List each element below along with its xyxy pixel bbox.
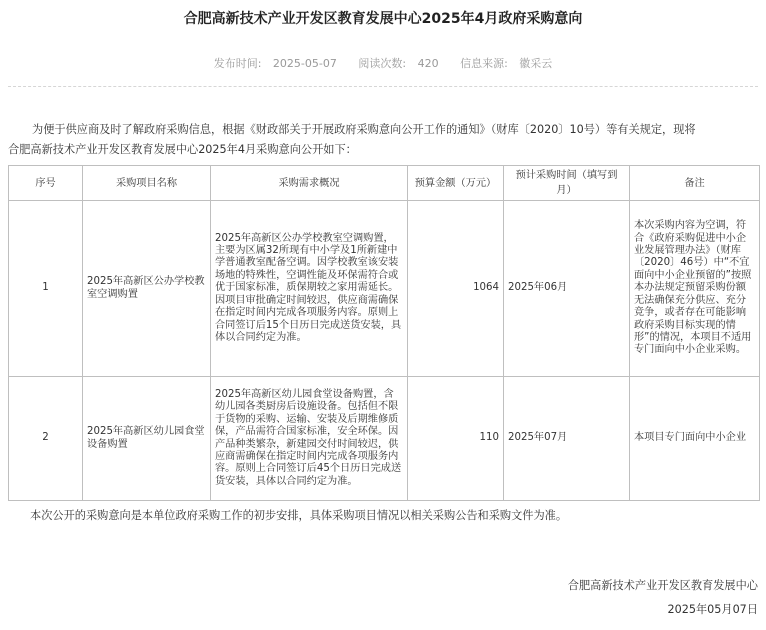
row-time: 2025年07月 xyxy=(504,377,630,501)
row-project-name: 2025年高新区公办学校教室空调购置 xyxy=(83,201,211,377)
procurement-table xyxy=(8,165,760,501)
row-budget: 1064 xyxy=(408,201,504,377)
header-remark: 备注 xyxy=(630,166,760,201)
row-time: 2025年06月 xyxy=(504,201,630,377)
table-row xyxy=(9,201,760,377)
intro-paragraph xyxy=(8,120,758,160)
page-title: 合肥高新技术产业开发区教育发展中心2025年4月政府采购意向 xyxy=(183,11,583,27)
table-header-row xyxy=(9,166,760,201)
header-requirement: 采购需求概况 xyxy=(211,166,408,201)
row-project-name: 2025年高新区幼儿园食堂设备购置 xyxy=(83,377,211,501)
views-count: 420 xyxy=(417,57,439,70)
footnote: 本次公开的采购意向是本单位政府采购工作的初步安排，具体采购项目情况以相关采购公告和采购文件为准。 xyxy=(30,509,568,522)
header-name: 采购项目名称 xyxy=(83,166,211,201)
header-time: 预计采购时间（填写到月） xyxy=(504,166,630,201)
header-budget: 预算金额（万元） xyxy=(408,166,504,201)
signature-org: 合肥高新技术产业开发区教育发展中心 xyxy=(567,579,758,592)
row-budget: 110 xyxy=(408,377,504,501)
row-requirement: 2025年高新区公办学校教室空调购置，主要为区属32所现有中小学及1所新建中学普通教室配备空调。因学校教室该安装场地的特殊性，空调性能及环保需符合或优于国家标准，质保期较之家用需延长。因项目审批确定时间较迟，供应商需确保在指定时间内完成各项服务内容。原则上合同签订后15个日历日完成送货安装，具体以合同约定为准。 xyxy=(211,201,408,377)
source-label: 信息来源: xyxy=(460,57,508,70)
row-requirement: 2025年高新区幼儿园食堂设备购置，含幼儿园各类厨房后设施设备。包括但不限于货物的采购、运输、安装及后期维修质保，产品需符合国家标准，安全环保。因产品种类繁杂，新建园交付时间较迟，供应商需确保在指定时间内完成各项服务内容。原则上合同签订后45个日历日完成送货安装，具体以合同约定为准。 xyxy=(211,377,408,501)
header-no: 序号 xyxy=(9,166,83,201)
intro-line-2: 合肥高新技术产业开发区教育发展中心2025年4月采购意向公开如下： xyxy=(8,143,357,156)
publish-date: 2025-05-07 xyxy=(272,57,337,70)
row-no: 2 xyxy=(9,377,83,501)
meta-divider xyxy=(8,86,758,87)
row-remark: 本次采购内容为空调，符合《政府采购促进中小企业发展管理办法》（财库〔2020〕46号）中“不宜面向中小企业预留的”按照本办法规定预留采购份额无法确保充分供应、充分竞争，或者存在可能影响政府采购目标实现的情形”的情况，本项目不适用专门面向中小企业采购。 xyxy=(630,201,760,377)
row-no: 1 xyxy=(9,201,83,377)
views-label: 阅读次数: xyxy=(358,57,407,70)
row-remark: 本项目专门面向中小企业 xyxy=(630,377,760,501)
table-row xyxy=(9,377,760,501)
source-value: 徽采云 xyxy=(519,57,553,70)
signature-block xyxy=(568,574,758,622)
intro-line-1: 为便于供应商及时了解政府采购信息，根据《财政部关于开展政府采购意向公开工作的通知》（财库〔2020〕10号）等有关规定，现将 xyxy=(32,123,696,136)
signature-date: 2025年05月07日 xyxy=(667,603,758,616)
article-meta xyxy=(0,55,766,71)
publish-label: 发布时间: xyxy=(213,57,262,70)
